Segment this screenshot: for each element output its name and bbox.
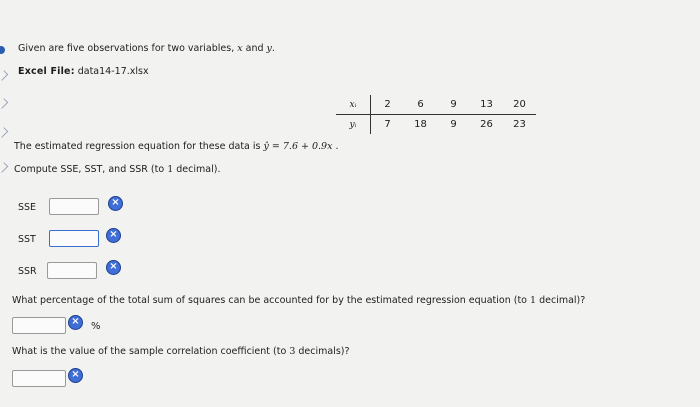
sse-input[interactable] xyxy=(49,198,99,215)
compute-text: Compute SSE, SST, and SSR (to xyxy=(14,164,165,175)
sst-incorrect-icon: × xyxy=(106,228,121,243)
correlation-input[interactable] xyxy=(12,370,66,387)
sst-input[interactable] xyxy=(49,230,99,247)
intro-text: Given are five observations for two variables, xyxy=(18,43,235,54)
nav-chevron-icon[interactable] xyxy=(0,127,8,138)
compute-decimals: 1 xyxy=(167,164,174,175)
compute-instruction xyxy=(14,164,220,175)
estimated-period: . xyxy=(335,141,339,152)
nav-chevron-icon[interactable] xyxy=(0,162,8,173)
estimated-text: The estimated regression equation for these data is xyxy=(14,141,261,152)
percentage-question xyxy=(12,295,585,306)
q3-text: What is the value of the sample correlation coefficient (to xyxy=(12,346,287,357)
sse-label: SSE xyxy=(18,202,37,213)
y-value: 26 xyxy=(480,119,493,130)
percentage-incorrect-icon: × xyxy=(68,315,83,330)
regression-equation: ŷ = 7.6 + 0.9x xyxy=(263,141,333,152)
y-header: yᵢ xyxy=(336,115,371,135)
observations-table xyxy=(336,95,536,134)
y-row xyxy=(336,115,536,135)
intro-and: and xyxy=(245,43,264,54)
regression-statement xyxy=(14,141,339,152)
y-value: 23 xyxy=(513,119,526,130)
y-value: 7 xyxy=(384,119,391,130)
excel-file-label: Excel File: xyxy=(18,66,75,77)
x-value: 20 xyxy=(503,95,536,115)
x-header: xᵢ xyxy=(336,95,371,115)
correlation-question xyxy=(12,346,350,357)
y-value: 18 xyxy=(414,119,427,130)
ssr-incorrect-icon: × xyxy=(106,260,121,275)
x-value: 2 xyxy=(371,95,405,115)
q2-suffix: decimal)? xyxy=(539,295,586,306)
correlation-incorrect-icon: × xyxy=(68,368,83,383)
nav-chevron-icon[interactable] xyxy=(0,98,8,109)
nav-chevron-icon[interactable] xyxy=(0,70,8,81)
percent-unit: % xyxy=(91,321,101,332)
intro-period: . xyxy=(271,43,275,54)
q2-decimals: 1 xyxy=(530,295,537,306)
q3-decimals: 3 xyxy=(289,346,296,357)
excel-file-line xyxy=(18,66,149,77)
compute-suffix: decimal). xyxy=(176,164,221,175)
x-value: 13 xyxy=(470,95,503,115)
question-nav-rail xyxy=(0,0,10,407)
q3-suffix: decimals)? xyxy=(298,346,350,357)
percentage-input[interactable] xyxy=(12,317,66,334)
sst-label: SST xyxy=(18,234,36,245)
q2-text: What percentage of the total sum of squares can be accounted for by the estimated regression equation (to xyxy=(12,295,527,306)
ssr-input[interactable] xyxy=(47,262,97,279)
x-value: 6 xyxy=(404,95,437,115)
ssr-label: SSR xyxy=(18,266,37,277)
variable-y: y xyxy=(266,43,272,54)
y-value: 9 xyxy=(450,119,457,130)
x-value: 9 xyxy=(437,95,470,115)
current-question-dot[interactable] xyxy=(0,46,5,54)
variable-x: x xyxy=(237,43,243,54)
problem-intro xyxy=(18,43,275,54)
excel-file-link[interactable]: data14-17.xlsx xyxy=(77,66,149,77)
sse-incorrect-icon: × xyxy=(108,196,123,211)
x-row xyxy=(336,95,536,115)
